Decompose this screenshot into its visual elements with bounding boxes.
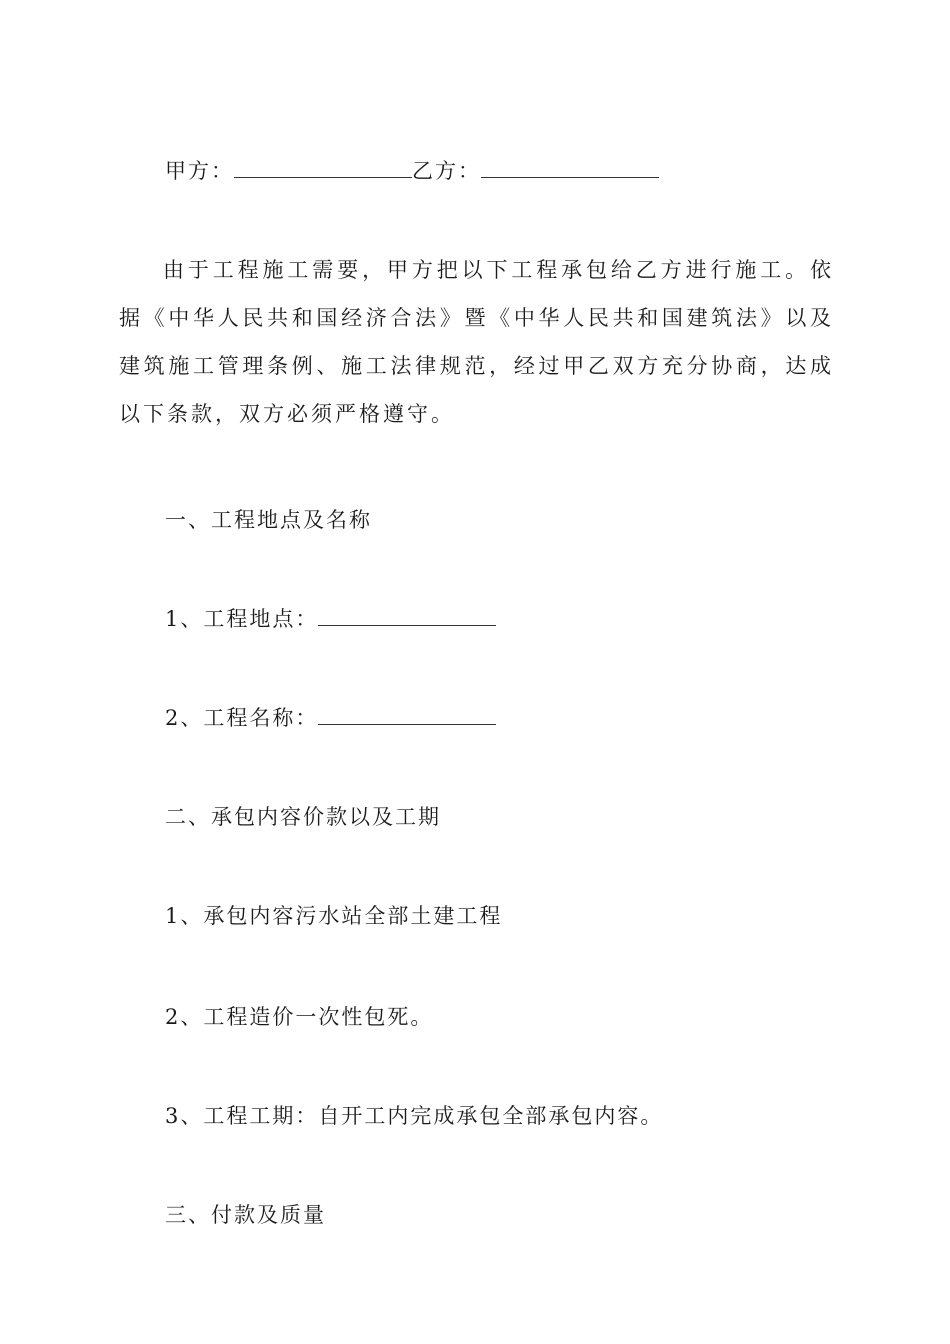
location-line [165, 605, 496, 633]
name-label: 2、工程名称： [165, 706, 319, 730]
section3-title: 三、付款及质量 [165, 1203, 326, 1227]
section2-item2: 2、工程造价一次性包死。 [165, 1005, 434, 1029]
party-b-label: 乙方： [412, 159, 481, 183]
party-b-blank [481, 159, 659, 178]
parties-line [165, 157, 659, 185]
party-a-label: 甲方： [165, 159, 234, 183]
location-label: 1、工程地点： [165, 607, 319, 631]
section2-item3: 3、工程工期：自开工内完成承包全部承包内容。 [165, 1104, 664, 1128]
section2-item1: 1、承包内容污水站全部土建工程 [165, 904, 503, 928]
party-a-blank [234, 159, 412, 178]
section1-title: 一、工程地点及名称 [165, 508, 372, 532]
location-blank [318, 607, 496, 626]
name-line [165, 704, 496, 732]
intro-paragraph: 由于工程施工需要，甲方把以下工程承包给乙方进行施工。依据《中华人民共和国经济合法》暨《中华人民共和国建筑法》以及建筑施工管理条例、施工法律规范，经过甲乙双方充分协商，达成以下条款，双方必须严格遵守。 [119, 258, 834, 426]
section2-title: 二、承包内容价款以及工期 [165, 805, 441, 829]
name-blank [318, 706, 496, 725]
